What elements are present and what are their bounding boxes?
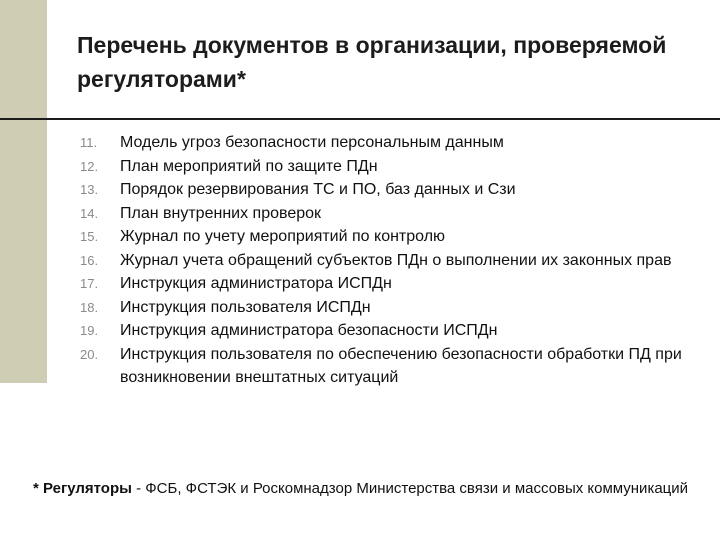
list-item-text: Инструкция пользователя ИСПДн	[120, 298, 371, 316]
list-item	[0, 131, 720, 155]
list-item-number: 19.	[80, 323, 99, 338]
list-item	[0, 272, 720, 296]
list-item-text: Журнал учета обращений субъектов ПДн о выполнении их законных прав	[120, 251, 672, 269]
list-item	[0, 202, 720, 226]
footnote-text: - ФСБ, ФСТЭК и Роскомнадзор Министерства связи и массовых коммуникаций	[131, 480, 689, 497]
list-item	[0, 249, 720, 273]
list-item-number: 20.	[80, 346, 99, 362]
footnote	[33, 479, 703, 499]
page-title: Перечень документов в организации, проверяемой регуляторами*	[77, 32, 667, 92]
list-item	[0, 155, 720, 179]
list-item-number: 13.	[80, 182, 99, 197]
list-item-text: Журнал по учету мероприятий по контролю	[120, 228, 446, 245]
list-item-number: 18.	[80, 299, 99, 315]
list-item	[0, 225, 720, 249]
list-item-text: Порядок резервирования ТС и ПО, баз данных и Сзи	[120, 181, 516, 198]
list-item-number: 15.	[80, 229, 99, 244]
title-divider	[0, 118, 720, 120]
list-item	[0, 343, 720, 390]
list-item-number: 11.	[80, 135, 98, 150]
list-item-number: 16.	[80, 252, 99, 268]
list-item-text: Модель угроз безопасности персональным данным	[120, 134, 504, 151]
list-item-text: Инструкция администратора безопасности ИСПДн	[120, 322, 498, 339]
footnote-term: * Регуляторы	[33, 480, 132, 497]
list-item-number: 14.	[80, 205, 99, 221]
list-item-text: Инструкция администратора ИСПДн	[120, 275, 392, 292]
list-item-text: План мероприятий по защите ПДн	[120, 157, 378, 175]
list-item	[0, 296, 720, 320]
list-item-text: План внутренних проверок	[120, 204, 322, 222]
list-item-number: 17.	[80, 276, 99, 291]
document-list	[0, 131, 720, 390]
list-item	[0, 178, 720, 202]
list-item-text: Инструкция пользователя по обеспечению безопасности обработки ПД при возникновении внештатных ситуаций	[120, 345, 682, 386]
list-item-number: 12.	[80, 158, 99, 174]
list-item	[0, 319, 720, 343]
